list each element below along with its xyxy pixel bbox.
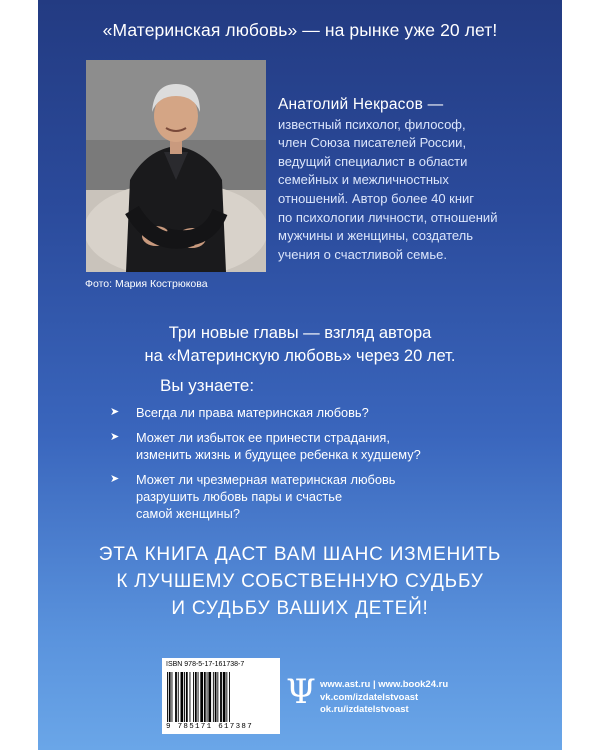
call-to-action [38,541,562,622]
author-photo [86,60,266,272]
photo-caption: Фото: Мария Кострюкова [85,278,208,290]
author-portrait-illustration [86,60,266,272]
cta-line: И СУДЬБУ ВАШИХ ДЕТЕЙ! [171,598,429,619]
list-item [110,404,530,421]
headline: «Материнская любовь» — на рынке уже 20 лет! [102,20,498,40]
bio-line: учения о счастливой семье. [278,246,447,262]
cta-line: К ЛУЧШЕМУ СОБСТВЕННУЮ СУДЬБУ [116,571,484,592]
bio-line: мужчины и женщины, создатель [278,228,474,244]
learn-title: Вы узнаете: [160,376,255,395]
bio-line: известный психолог, философ, [278,116,466,132]
book-back-cover [38,0,562,750]
bullet-text: Может ли чрезмерная материнская любовь [136,472,396,487]
new-chapters-lead [38,322,562,368]
bio-line: ведущий специалист в области [278,153,468,169]
arrow-right-icon: ➤ [110,431,120,443]
list-item [110,471,530,522]
bullet-text: Всегда ли права материнская любовь? [136,405,369,420]
publisher-link[interactable]: vk.com/izdatelstvoast [320,691,419,703]
cta-line: ЭТА КНИГА ДАСТ ВАМ ШАНС ИЗМЕНИТЬ [98,544,502,565]
publisher-links [320,679,448,717]
bio-line: отношений. Автор более 40 книг [278,190,475,206]
isbn-text: ISBN 978-5-17-161738-7 [166,661,245,668]
publisher-logo-icon: Ψ [286,672,316,712]
bullet-text: разрушить любовь пары и счастье [136,489,343,504]
publisher-link[interactable]: www.ast.ru | www.book24.ru [320,679,449,690]
author-bio [278,96,518,264]
barcode-bars [166,672,276,722]
barcode-number: 9 785171 617387 [166,723,254,731]
publisher-link[interactable]: ok.ru/izdatelstvoast [320,704,409,715]
author-name: Анатолий Некрасов — [278,96,444,113]
bio-line: по психологии личности, отношений [278,209,498,225]
arrow-right-icon: ➤ [110,473,120,485]
bio-line: семейных и межличностных [278,172,449,188]
barcode [162,658,280,734]
arrow-right-icon: ➤ [110,406,120,418]
bullet-text: Может ли избыток ее принести страдания, [136,430,390,445]
bio-line: член Союза писателей России, [278,135,467,151]
list-item [110,429,530,463]
bullet-list [110,404,530,530]
lead-line: Три новые главы — взгляд автора [168,324,432,342]
bullet-text: самой женщины? [136,506,240,521]
bullet-text: изменить жизнь и будущее ребенка к худшему? [136,447,421,462]
lead-line: на «Материнскую любовь» через 20 лет. [144,347,456,365]
